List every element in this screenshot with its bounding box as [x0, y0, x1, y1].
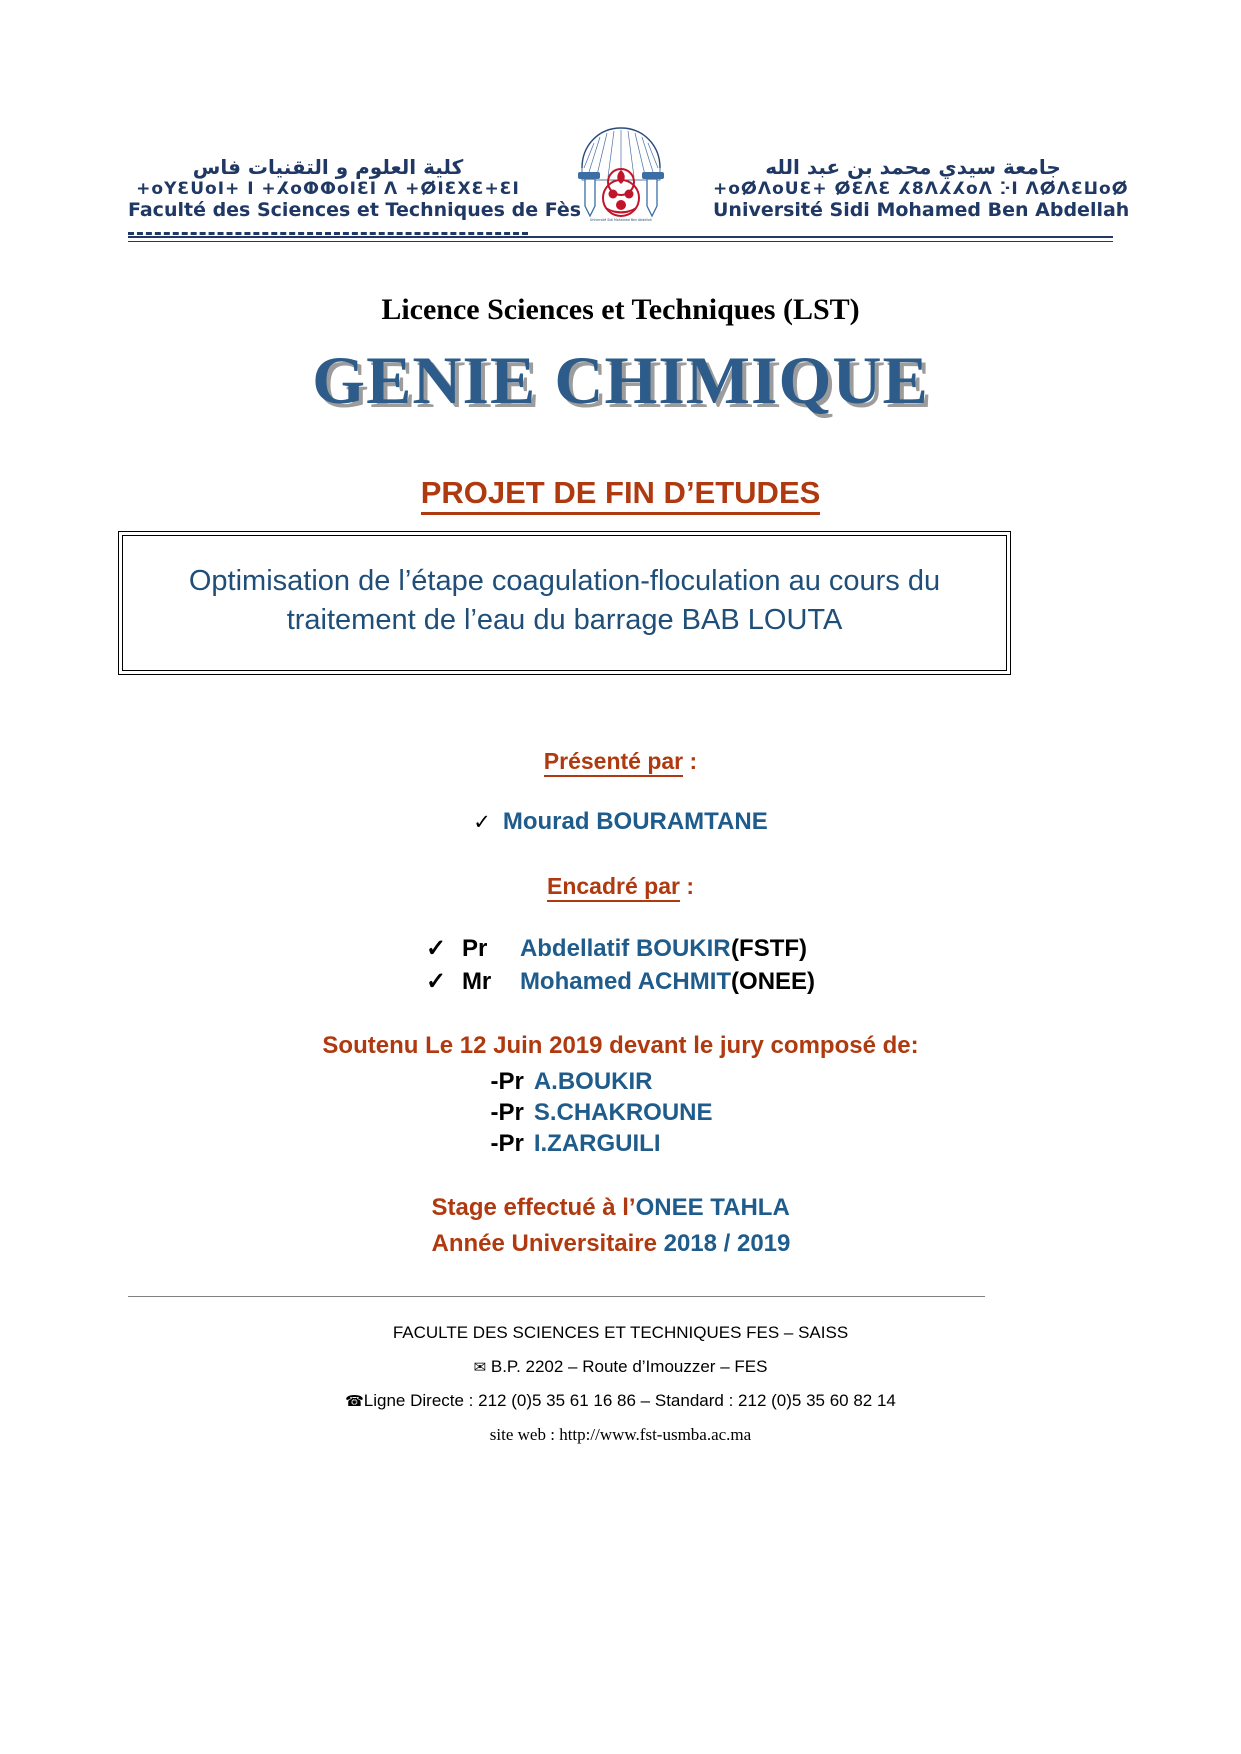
faculty-identity-block [128, 154, 582, 224]
supervised-by-label-wrap [0, 873, 1241, 900]
footer-phone: Ligne Directe : 212 (0)5 35 61 16 86 – Standard : 212 (0)5 35 60 82 14 [363, 1391, 896, 1410]
faculty-name-arabic: كلية العلوم و التقنيات فاس [192, 154, 464, 179]
footer-address: B.P. 2202 – Route d’Imouzzer – FES [486, 1357, 768, 1376]
academic-year-row [432, 1226, 810, 1262]
mail-icon: ✉ [473, 1358, 487, 1376]
program-title: GENIE CHIMIQUE [312, 342, 929, 418]
document-header [128, 132, 1130, 242]
diploma-level: Licence Sciences et Techniques (LST) [381, 293, 860, 326]
supervisor-name: Mohamed ACHMIT [519, 968, 732, 995]
supervisors-list [0, 932, 1241, 998]
program-title-wrap [0, 342, 1241, 422]
supervised-by-colon: : [679, 873, 694, 899]
presented-by-label [544, 748, 697, 777]
academic-year-value: 2018 / 2019 [663, 1230, 791, 1257]
document-footer [0, 1316, 1241, 1452]
check-icon: ✓ [425, 968, 447, 995]
jury-list [0, 1066, 1241, 1159]
presented-by-label-text: Présenté par [544, 748, 683, 777]
internship-block [0, 1190, 1241, 1262]
university-name-tifinagh: +oⵁΛoUƐ+ ⵁƐΛƐ ⵃ8ΛⵃⵃoΛ ⴾI ΛⵁΛƐⵡoⵁ [713, 178, 1129, 199]
phone-icon: ☎ [345, 1392, 364, 1410]
student-entry [473, 808, 767, 836]
university-name-arabic: جامعة سيدي محمد بن عبد الله [765, 154, 1061, 179]
usmba-logo [572, 120, 670, 224]
subject-box [118, 531, 1011, 675]
jury-rank: -Pr [490, 1130, 524, 1157]
jury-name: A.BOUKIR [533, 1068, 653, 1095]
supervisor-rank: Mr [461, 968, 492, 995]
check-icon: ✓ [473, 810, 491, 834]
subject-line-2: traitement de l’eau du barrage BAB LOUTA [286, 604, 843, 637]
footer-institution: FACULTE DES SCIENCES ET TECHNIQUES FES – SAISS [392, 1323, 849, 1342]
presented-by-label-wrap [0, 748, 1241, 775]
document-type-wrap [0, 475, 1241, 511]
table-row [426, 932, 815, 965]
supervised-by-label-text: Encadré par [547, 873, 680, 902]
footer-website: site web : http://www.fst-usmba.ac.ma [489, 1425, 752, 1444]
footer-phone-row [0, 1384, 1241, 1418]
supervisors-table [426, 932, 815, 998]
university-name-french: Université Sidi Mohamed Ben Abdellah [713, 199, 1130, 222]
jury-name: S.CHAKROUNE [533, 1099, 713, 1126]
supervisor-rank: Pr [461, 935, 488, 962]
internship-prefix: Stage effectué à l’ [431, 1194, 636, 1221]
list-item [491, 1066, 751, 1097]
svg-text:Université Sidi Mohamed Ben Ab: Université Sidi Mohamed Ben Abdellah [589, 218, 652, 222]
list-item [491, 1097, 751, 1128]
supervised-by-label [547, 873, 694, 902]
presented-by-colon: : [683, 748, 698, 774]
supervisor-org: (ONEE) [731, 968, 816, 995]
internship-row [432, 1190, 810, 1226]
student-name: Mourad BOURAMTANE [502, 808, 768, 835]
jury-rank: -Pr [490, 1099, 524, 1126]
faculty-name-tifinagh: +oYƐUoI+ I +ⵃoⵀⵀoIƐI Λ +ⵁIƐⵝƐ+ƐI [136, 178, 520, 199]
student-row [0, 808, 1241, 836]
check-icon: ✓ [425, 935, 447, 962]
footer-divider [128, 1296, 985, 1297]
footer-address-row [0, 1350, 1241, 1384]
subject-line-1: Optimisation de l’étape coagulation-floculation au cours du [188, 565, 941, 597]
academic-year-label: Année Universitaire [431, 1230, 664, 1257]
jury-name: I.ZARGUILI [533, 1130, 661, 1157]
supervisor-name: Abdellatif BOUKIR [519, 935, 731, 962]
document-type: PROJET DE FIN D’ETUDES [421, 475, 821, 515]
header-rule [128, 236, 1113, 242]
table-row [426, 965, 815, 998]
jury-rank: -Pr [490, 1068, 524, 1095]
subject-box-inner [122, 535, 1007, 671]
faculty-name-french: Faculté des Sciences et Techniques de Fès [128, 199, 582, 222]
university-identity-block [713, 154, 1130, 224]
internship-place: ONEE TAHLA [635, 1194, 790, 1221]
supervisor-org: (FSTF) [731, 935, 808, 962]
header-dashed-rule [128, 232, 528, 235]
defense-heading: Soutenu Le 12 Juin 2019 devant le jury composé de: [322, 1032, 919, 1059]
list-item [491, 1128, 751, 1159]
